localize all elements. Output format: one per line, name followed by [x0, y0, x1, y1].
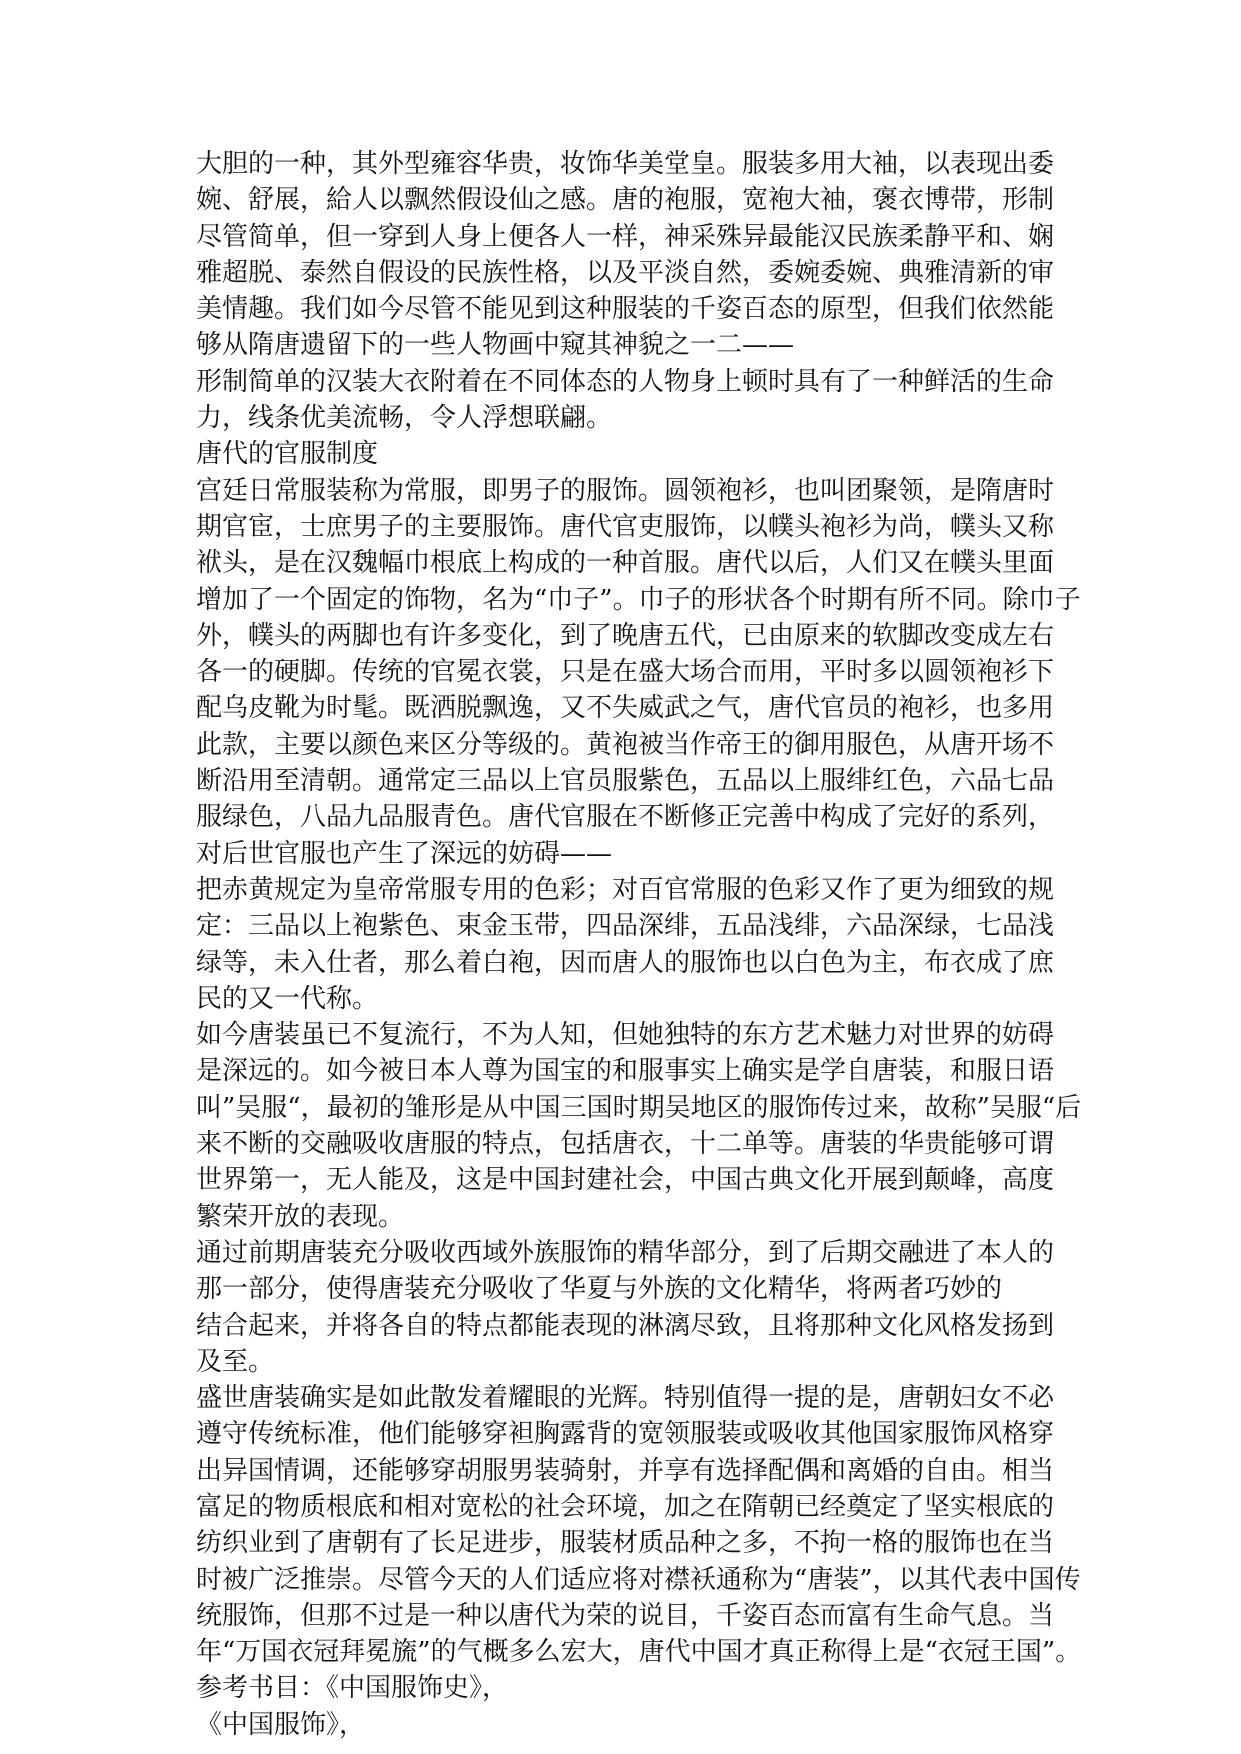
text-line: 美情趣。我们如今尽管不能见到这种服装的千姿百态的原型，但我们依然能 [196, 294, 1055, 325]
reference-line: 参考书目：《中国服饰史》， [196, 1673, 509, 1704]
text-line: 叫”吴服“，最初的雏形是从中国三国时期吴地区的服饰传过来，故称”吴服“后 [196, 1092, 1082, 1123]
text-line: 尽管简单，但一穿到人身上便各人一样，神采殊异最能汉民族柔静平和、娴 [196, 221, 1055, 252]
reference-line: 《中国服饰》， [196, 1709, 366, 1740]
text-line: 结合起来，并将各自的特点都能表现的淋漓尽致，且将那种文化风格发扬到 [196, 1310, 1055, 1341]
text-line: 宫廷日常服装称为常服，即男子的服饰。圆领袍衫，也叫团聚领，是隋唐时 [196, 475, 1055, 506]
text-line: 对后世官服也产生了深远的妨碍—— [196, 838, 613, 869]
text-line: 大胆的一种，其外型雍容华贵，妆饰华美堂皇。服装多用大袖，以表现出委 [196, 149, 1055, 179]
text-line: 服绿色，八品九品服青色。唐代官服在不断修正完善中构成了完好的系列， [196, 802, 1055, 833]
text-line: 袱头，是在汉魏幅巾根底上构成的一种首服。唐代以后，人们又在幞头里面 [196, 548, 1055, 579]
text-line: 出异国情调，还能够穿胡服男装骑射，并享有选择配偶和离婚的自由。相当 [196, 1455, 1055, 1486]
text-line: 外，幞头的两脚也有许多变化，到了晚唐五代，已由原来的软脚改变成左右 [196, 620, 1055, 651]
text-line: 定：三品以上袍紫色、束金玉带，四品深绯，五品浅绯，六品深绿，七品浅 [196, 911, 1055, 942]
text-line: 及至。 [196, 1346, 275, 1377]
body-text [196, 146, 1082, 1743]
text-line: 绿等，未入仕者，那么着白袍，因而唐人的服饰也以白色为主，布衣成了庶 [196, 947, 1055, 978]
text-line: 世界第一，无人能及，这是中国封建社会，中国古典文化开展到颠峰，高度 [196, 1165, 1055, 1196]
text-line: 统服饰，但那不过是一种以唐代为荣的说目，千姿百态而富有生命气息。当 [196, 1600, 1055, 1631]
text-line: 时被广泛推崇。尽管今天的人们适应将对襟袄通称为“唐装”，以其代表中国传 [196, 1564, 1081, 1595]
text-line: 年“万国衣冠拜冕旒”的气概多么宏大，唐代中国才真正称得上是“衣冠王国”。 [196, 1637, 1082, 1668]
text-line: 配乌皮靴为时髦。既洒脱飘逸，又不失威武之气，唐代官员的袍衫，也多用 [196, 693, 1055, 724]
text-line: 婉、舒展，給人以飘然假设仙之感。唐的袍服，宽袍大袖，褒衣博带，形制 [196, 185, 1055, 216]
text-line: 雅超脱、泰然自假设的民族性格，以及平淡自然，委婉委婉、典雅清新的审 [196, 257, 1055, 288]
text-line: 富足的物质根底和相对宽松的社会环境，加之在隋朝已经奠定了坚实根底的 [196, 1491, 1055, 1522]
text-line: 遵守传统标准，他们能够穿袒胸露背的宽领服装或吸收其他国家服饰风格穿 [196, 1419, 1055, 1450]
text-line: 各一的硬脚。传统的官冕衣裳，只是在盛大场合而用，平时多以圆领袍衫下 [196, 657, 1055, 688]
text-line: 此款，主要以颜色来区分等级的。黄袍被当作帝王的御用服色，从唐开场不 [196, 729, 1055, 760]
text-line: 把赤黄规定为皇帝常服专用的色彩；对百官常服的色彩又作了更为细致的规 [196, 874, 1055, 905]
text-line: 力，线条优美流畅，令人浮想联翩。 [196, 403, 613, 434]
text-line: 那一部分，使得唐装充分吸收了华夏与外族的文化精华，将两者巧妙的 [196, 1274, 1003, 1305]
text-line: 增加了一个固定的饰物，名为“巾子”。巾子的形状各个时期有所不同。除巾子 [196, 584, 1081, 615]
text-line: 是深远的。如今被日本人尊为国宝的和服事实上确实是学自唐装，和服日语 [196, 1056, 1055, 1087]
text-line: 如今唐装虽已不复流行，不为人知，但她独特的东方艺术魅力对世界的妨碍 [196, 1020, 1055, 1051]
text-line: 繁荣开放的表现。 [196, 1201, 405, 1232]
section-heading: 唐代的官服制度 [196, 439, 379, 470]
text-line: 形制简单的汉装大衣附着在不同体态的人物身上顿时具有了一种鲜活的生命 [196, 366, 1055, 397]
text-line: 纺织业到了唐朝有了长足进步，服装材质品种之多，不拘一格的服饰也在当 [196, 1528, 1055, 1559]
text-line: 期官宦，士庶男子的主要服饰。唐代官吏服饰，以幞头袍衫为尚，幞头又称 [196, 511, 1055, 542]
text-line: 断沿用至清朝。通常定三品以上官员服紫色，五品以上服绯红色，六品七品 [196, 766, 1055, 797]
text-line: 通过前期唐装充分吸收西域外族服饰的精华部分，到了后期交融进了本人的 [196, 1237, 1055, 1268]
text-line: 来不断的交融吸收唐服的特点，包括唐衣，十二单等。唐装的华贵能够可谓 [196, 1129, 1055, 1160]
text-line: 民的又一代称。 [196, 983, 379, 1014]
text-line: 盛世唐装确实是如此散发着耀眼的光辉。特别值得一提的是，唐朝妇女不必 [196, 1383, 1055, 1414]
text-line: 够从隋唐遗留下的一些人物画中窥其神貌之一二—— [196, 330, 795, 361]
